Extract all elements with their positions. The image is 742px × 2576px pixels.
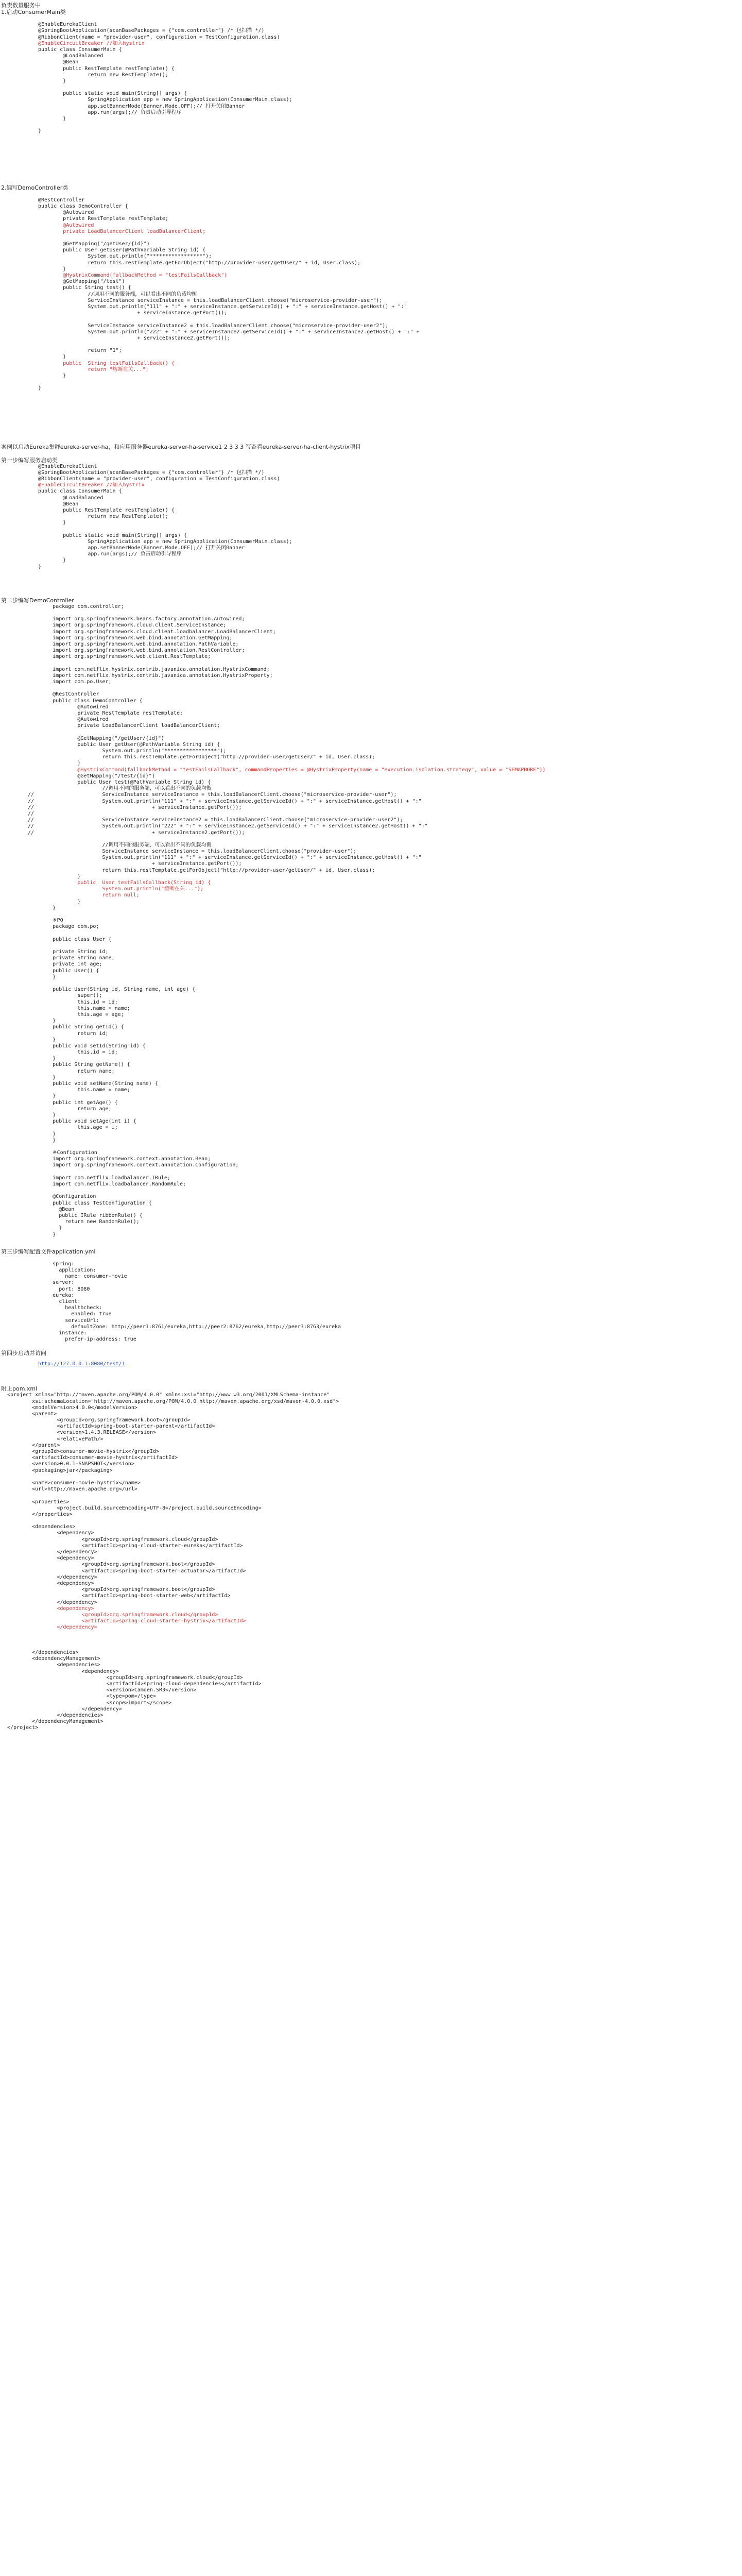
code-line: @Bean: [28, 1206, 75, 1212]
code-line: private String id;: [28, 949, 109, 955]
code-line: [28, 1255, 740, 1261]
code-line: return null;: [28, 892, 140, 899]
code-line: public static void main(String[] args) {: [38, 91, 187, 97]
code-line: </properties>: [7, 1511, 73, 1517]
code-line: <groupId>org.springframework.boot</groupId>: [7, 1587, 215, 1593]
code-line: [28, 911, 740, 918]
code-line: public String test() {: [38, 285, 131, 291]
code-line: <scope>import</scope>: [7, 1700, 172, 1706]
code-line: import org.springframework.web.client.RestTemplate;: [28, 654, 211, 660]
code-line: SpringApplication app = new SpringApplication(ConsumerMain.class);: [38, 538, 292, 545]
code-line: <artifactId>consumer-movie-hystrix</artifactId>: [7, 1455, 178, 1461]
code-line: public class User {: [28, 936, 112, 942]
code-line: public class DemoController {: [38, 203, 128, 209]
code-line: </dependency>: [7, 1706, 122, 1712]
code-line: <groupId>org.springframework.cloud</groupId>: [7, 1536, 218, 1543]
code-line: <dependency>: [7, 1530, 94, 1536]
code-line: <groupId>org.springframework.cloud</groupId>: [7, 1674, 243, 1681]
code-line: }: [28, 905, 56, 911]
code-line: public class ConsumerMain {: [38, 46, 122, 53]
code-line: }: [38, 78, 66, 84]
code-line: public User() {: [28, 968, 99, 974]
code-line: SpringApplication app = new SpringApplication(ConsumerMain.class);: [38, 97, 292, 103]
code-line: // System.out.println("222" + ":" + serviceInstance2.getServiceId() + ":" + serviceInstance2.getHost() + ":": [28, 823, 428, 829]
code-line: }: [38, 266, 66, 272]
code-line: [38, 84, 740, 91]
code-line: @Autowired: [28, 717, 109, 723]
code-line: application:: [28, 1267, 96, 1274]
code-line: [28, 610, 740, 616]
code-line: public class DemoController {: [28, 698, 143, 704]
code-block: [1, 464, 740, 570]
code-line: @RibbonClient(name = "provider-user", configuration = TestConfiguration.class): [38, 476, 280, 482]
code-line: @Bean: [38, 59, 79, 65]
code-line: [28, 943, 740, 949]
code-line: @HystrixCommand(fallbackMethod = "testFailsCallback", commandProperties = @HystrixProperty(name = "execution.isolation.strategy", value = "SEMAPHORE")): [28, 767, 546, 773]
code-line: app.run(args);// 负责启动引导程序: [38, 551, 182, 557]
code-line: //: [28, 810, 34, 817]
code-line: <packaging>jar</packaging>: [7, 1467, 113, 1473]
code-line: // ServiceInstance serviceInstance = this.loadBalancerClient.choose("microservice-provider-user");: [28, 792, 397, 798]
code-line: // System.out.println("111" + ":" + serviceInstance.getServiceId() + ":" + serviceInstance.getHost() + ":": [28, 798, 422, 804]
code-line: private LoadBalancerClient loadBalancerClient;: [38, 228, 206, 234]
code-line: <dependencyManagement>: [7, 1656, 100, 1662]
code-line: </dependency>: [7, 1624, 97, 1631]
code-line: System.out.println("111" + ":" + serviceInstance.getServiceId() + ":" + serviceInstance.getHost() + ":": [38, 303, 407, 310]
code-line: return new RestTemplate();: [38, 514, 168, 520]
test-url-link[interactable]: http://127.0.0.1:8080/test/1: [38, 1361, 125, 1367]
section-heading: 1.启动ConsumerMain类: [1, 9, 66, 15]
code-line: [38, 342, 740, 348]
code-line: public int getAge() {: [28, 1099, 118, 1106]
code-line: }: [28, 760, 81, 767]
code-line: @RestController: [38, 197, 85, 203]
code-line: + serviceInstance2.getPort());: [38, 335, 231, 341]
code-line: import org.springframework.web.bind.annotation.RestController;: [28, 648, 245, 654]
code-line: [28, 1144, 740, 1150]
code-line: </dependencyManagement>: [7, 1719, 103, 1725]
code-line: </dependency>: [7, 1599, 97, 1605]
code-line: [28, 685, 740, 691]
section-s4: [1, 597, 740, 1238]
section-heading: 附上pom.xml: [1, 1385, 38, 1393]
section-s3: [1, 444, 740, 570]
code-line: //调用不同的服务端，可以看出不同的负载均衡: [28, 842, 212, 848]
code-line: <url>http://maven.apache.org</url>: [7, 1486, 137, 1493]
code-line: }: [28, 1112, 56, 1118]
code-line: [7, 1493, 740, 1499]
code-line: <dependencies>: [7, 1662, 100, 1668]
code-line: [38, 379, 740, 385]
code-line: }: [38, 557, 66, 564]
code-line: }: [28, 873, 81, 879]
code-line: [28, 930, 740, 937]
code-line: <groupId>org.springframework.boot</groupId>: [7, 1562, 215, 1568]
code-line: [38, 191, 740, 197]
code-line: [28, 660, 740, 666]
code-line: public User getUser(@PathVariable String id) {: [38, 247, 206, 253]
code-line: client:: [28, 1299, 81, 1304]
code-line: }: [28, 974, 56, 980]
code-line: [38, 316, 740, 323]
code-line: ServiceInstance serviceInstance = this.loadBalancerClient.choose("microservice-provider-user");: [38, 297, 383, 303]
code-block: [1, 604, 740, 1238]
section-s7: [1, 1385, 740, 1731]
code-line: @EnableCircuitBreaker //加入hystrix: [38, 40, 145, 46]
code-line: //调用不同的服务端，可以看出不同的负载均衡: [28, 786, 212, 792]
code-line: public User getUser(@PathVariable String id) {: [28, 741, 220, 748]
code-line: @SpringBootApplication(scanBasePackages = {"com.controller"} /* 包扫描 */): [38, 469, 265, 476]
code-line: }: [38, 564, 42, 570]
section-heading: 第四步启动并访问: [1, 1350, 46, 1357]
code-line: }: [28, 1074, 56, 1080]
code-block: [1, 1255, 740, 1343]
section-heading: 第一步编写服务启动类: [1, 456, 58, 464]
section-heading: [1, 450, 740, 457]
code-line: @Autowired: [28, 704, 109, 710]
code-line: serviceUrl:: [28, 1317, 99, 1324]
code-line: System.out.println("*****************");: [38, 253, 212, 260]
code-line: public String getName() {: [28, 1062, 130, 1068]
section-heading: 负责数量服务中: [1, 2, 41, 9]
code-line: <artifactId>spring-boot-starter-web</artifactId>: [7, 1593, 231, 1599]
section-s5: [1, 1248, 740, 1343]
code-line: @GetMapping("/test"): [38, 279, 125, 285]
code-line: <name>consumer-movie-hystrix</name>: [7, 1480, 141, 1486]
code-line: import com.netflix.hystrix.contrib.javanica.annotation.HystrixProperty;: [28, 672, 273, 679]
code-line: this.age = i;: [28, 1125, 118, 1131]
code-line: instance:: [28, 1330, 87, 1336]
section-heading: 第二步编写DemoController: [1, 597, 74, 604]
code-line: }: [28, 1137, 56, 1143]
code-line: <artifactId>spring-cloud-dependencies</artifactId>: [7, 1681, 262, 1687]
code-line: [28, 980, 740, 987]
code-line: public IRule ribbonRule() {: [28, 1212, 143, 1218]
code-line: }: [38, 385, 42, 392]
code-line: return age;: [28, 1106, 112, 1112]
code-line: private String name;: [28, 955, 115, 961]
code-line: app.setBannerMode(Banner.Mode.OFF);// 打开关闭Banner: [38, 103, 245, 109]
code-line: </dependencies>: [7, 1712, 103, 1718]
code-line: @Autowired: [38, 210, 94, 216]
code-line: <dependencies>: [7, 1524, 76, 1530]
code-line: // + serviceInstance.getPort());: [28, 804, 242, 810]
code-line: return new RestTemplate();: [38, 72, 168, 78]
document: [1, 2, 740, 1731]
code-line: eureka:: [28, 1292, 75, 1298]
code-line: public class TestConfiguration {: [28, 1200, 152, 1206]
code-line: <groupId>consumer-movie-hystrix</groupId>: [7, 1449, 160, 1454]
code-line: import org.springframework.cloud.client.loadbalancer.LoadBalancerClient;: [28, 629, 276, 635]
code-line: app.run(args);// 负责启动引导程序: [38, 109, 182, 115]
code-line: [38, 15, 740, 22]
code-line: spring:: [28, 1261, 75, 1267]
code-line: @SpringBootApplication(scanBasePackages = {"com.controller"} /* 包扫描 */): [38, 28, 265, 34]
section-s6: [1, 1350, 740, 1368]
code-block: [1, 191, 740, 392]
code-line: </parent>: [7, 1442, 60, 1448]
code-line: [7, 1637, 740, 1643]
code-line: <version>1.4.3.RELEASE</version>: [7, 1430, 156, 1436]
code-line: return new RandomRule();: [28, 1219, 140, 1225]
code-line: </dependency>: [7, 1574, 97, 1580]
code-line: package com.po;: [28, 924, 99, 930]
code-line: @EnableEurekaClient: [38, 22, 97, 28]
code-line: [7, 1474, 740, 1480]
code-line: @LoadBalanced: [38, 53, 103, 59]
code-line: [28, 836, 740, 842]
code-line: <dependency>: [7, 1580, 94, 1586]
code-line: server:: [28, 1280, 75, 1286]
code-line: // ServiceInstance serviceInstance2 = this.loadBalancerClient.choose("microservice-provider-user2");: [28, 817, 403, 823]
code-line: private LoadBalancerClient loadBalancerClient;: [28, 723, 220, 729]
code-line: <modelVersion>4.0.0</modelVersion>: [7, 1404, 137, 1411]
code-line: @LoadBalanced: [38, 495, 103, 501]
code-line: [7, 1643, 740, 1650]
code-line: private RestTemplate restTemplate;: [38, 216, 168, 222]
code-line: System.out.println("*****************");: [28, 748, 227, 754]
code-line: + serviceInstance.getPort());: [28, 861, 242, 867]
code-line: @Bean: [38, 501, 79, 507]
code-line: }: [28, 1231, 56, 1238]
code-line: <dependency>: [7, 1605, 94, 1612]
code-line: public String getId() {: [28, 1024, 124, 1030]
code-line: //调用不同的服务端，可以看出不同的负载均衡: [38, 291, 197, 297]
code-line: @GetMapping("/getUser/{id}"): [28, 735, 164, 741]
code-line: private int age;: [28, 961, 102, 968]
code-line: </project>: [7, 1725, 39, 1731]
code-line: + serviceInstance.getPort());: [38, 310, 228, 316]
code-line: </dependencies>: [7, 1650, 79, 1655]
code-line: @HystrixCommand(fallbackMethod = "testFailsCallback"): [38, 273, 228, 278]
code-line: }: [38, 354, 66, 360]
code-line: public RestTemplate restTemplate() {: [38, 507, 175, 513]
code-line: import org.springframework.beans.factory.annotation.Autowired;: [28, 616, 245, 622]
code-line: }: [28, 1093, 56, 1099]
code-line: prefer-ip-address: true: [28, 1336, 136, 1343]
code-line: @Autowired: [38, 222, 94, 228]
code-line: this.id = id;: [28, 1049, 118, 1056]
code-line: return this.restTemplate.getForObject("http://provider-user/getUser/" + id, User.class);: [28, 867, 375, 873]
code-line: System.out.println("222" + ":" + serviceInstance2.getServiceId() + ":" + serviceInstance2.getHost() + ":" +: [38, 329, 420, 335]
code-line: this.name = name;: [28, 1005, 130, 1011]
code-line: [38, 235, 740, 241]
code-line: healthcheck:: [28, 1305, 102, 1311]
code-line: }: [38, 116, 66, 122]
code-line: @EnableEurekaClient: [38, 463, 97, 469]
code-line: [38, 122, 740, 128]
code-line: return this.restTemplate.getForObject("http://provider-user/getUser/" + id, User.class);: [28, 754, 375, 760]
code-line: package com.controller;: [28, 603, 124, 609]
code-line: }: [28, 1037, 56, 1043]
code-line: [28, 730, 740, 736]
code-line: }: [28, 1131, 56, 1137]
code-line: <version>0.0.1-SNAPSHOT</version>: [7, 1461, 134, 1467]
code-line: ※Configuration: [28, 1150, 97, 1156]
code-line: public void setName(String name) {: [28, 1081, 158, 1087]
code-line: }: [38, 373, 66, 379]
code-line: app.setBannerMode(Banner.Mode.OFF);// 打开关闭Banner: [38, 545, 245, 551]
code-line: @RestController: [28, 691, 99, 698]
code-line: public User test(@PathVariable String id) {: [28, 779, 211, 785]
code-block: [1, 15, 740, 135]
code-line: @GetMapping("/getUser/{id}"): [38, 241, 150, 247]
code-line: [38, 526, 740, 532]
code-line: <groupId>org.springframework.cloud</groupId>: [7, 1612, 218, 1618]
code-line: return this.restTemplate.getForObject("http://provider-user/getUser/" + id, User.class);: [38, 260, 361, 266]
code-line: <dependency>: [7, 1668, 119, 1674]
code-line: public void setId(String id) {: [28, 1043, 146, 1049]
code-line: import org.springframework.context.annotation.Bean;: [28, 1156, 211, 1162]
code-line: defaultZone: http://peer1:8761/eureka,http://peer2:8762/eureka,http://peer3:8763/eureka: [28, 1324, 341, 1330]
code-line: }: [28, 1225, 62, 1231]
code-line: port: 8080: [28, 1286, 90, 1292]
code-line: @GetMapping("/test/{id}"): [28, 773, 155, 779]
code-line: public void setAge(int i) {: [28, 1118, 136, 1125]
code-line: <project xmlns="http://maven.apache.org/POM/4.0.0" xmlns:xsi="http://www.w3.org/2001/XMLSchema-instance": [7, 1392, 330, 1398]
code-line: return "熔断在关...";: [38, 366, 149, 372]
code-line: }: [28, 1018, 56, 1024]
code-line: import org.springframework.web.bind.annotation.GetMapping;: [28, 635, 233, 641]
code-line: }: [38, 128, 42, 134]
code-line: <project.build.sourceEncoding>UTF-8</project.build.sourceEncoding>: [7, 1505, 262, 1511]
section-heading: 第三步编写配置文件application.yml: [1, 1248, 96, 1255]
code-line: import com.netflix.loadbalancer.IRule;: [28, 1175, 170, 1181]
section-heading: 2.编写DemoController类: [1, 184, 68, 191]
code-line: public User testFailsCallback(String id) {: [28, 880, 211, 886]
code-line: import org.springframework.cloud.client.ServiceInstance;: [28, 622, 227, 629]
code-line: super();: [28, 993, 102, 999]
code-line: <dependency>: [7, 1555, 94, 1562]
code-line: }: [28, 899, 81, 905]
code-line: xsi:schemaLocation="http://maven.apache.org/POM/4.0.0 http://maven.apache.org/xsd/maven-4.0.0.xsd">: [7, 1398, 339, 1404]
code-line: </dependency>: [7, 1549, 97, 1555]
code-line: import com.netflix.hystrix.contrib.javanica.annotation.HystrixCommand;: [28, 666, 270, 672]
code-line: @EnableCircuitBreaker //加入hystrix: [38, 482, 145, 488]
code-line: <artifactId>spring-cloud-starter-hystrix</artifactId>: [7, 1618, 246, 1624]
code-line: private RestTemplate restTemplate;: [28, 710, 183, 716]
code-line: <parent>: [7, 1411, 57, 1417]
code-line: <properties>: [7, 1499, 70, 1505]
code-line: import com.po.User;: [28, 679, 112, 685]
section-heading: 案例以启动Eureka集群eureka-server-ha，和应用服务器eureka-server-ha-service1 2 3 3 3 写查看eureka-server-ha-client-hystrix项目: [1, 443, 361, 450]
code-line: return id;: [28, 1030, 109, 1037]
code-line: public User(String id, String name, int age) {: [28, 987, 196, 993]
code-line: <type>pom</type>: [7, 1693, 156, 1700]
section-s2: [1, 184, 740, 392]
code-line: <version>Camden.SR3</version>: [7, 1687, 197, 1693]
code-line: }: [38, 520, 66, 526]
code-line: return "1";: [38, 348, 122, 354]
code-line: public RestTemplate restTemplate() {: [38, 65, 175, 72]
code-line: ServiceInstance serviceInstance = this.loadBalancerClient.choose("provider-user");: [28, 849, 357, 855]
code-line: @Configuration: [28, 1194, 96, 1200]
code-line: enabled: true: [28, 1311, 112, 1317]
code-line: this.id = id;: [28, 999, 118, 1005]
code-line: <artifactId>spring-boot-starter-actuator</artifactId>: [7, 1568, 246, 1574]
code-line: this.name = name;: [28, 1087, 130, 1093]
code-block: [1, 1392, 740, 1731]
code-line: System.out.println("111" + ":" + serviceInstance.getServiceId() + ":" + serviceInstance.getHost() + ":": [28, 855, 422, 861]
code-line: ※PO: [28, 918, 63, 924]
code-line: import com.netflix.loadbalancer.RandomRule;: [28, 1181, 186, 1187]
code-line: import org.springframework.web.bind.annotation.PathVariable;: [28, 641, 239, 647]
code-line: <relativePath/>: [7, 1436, 103, 1442]
code-line: [7, 1518, 740, 1524]
code-line: [28, 1169, 740, 1175]
code-line: // + serviceInstance2.getPort());: [28, 829, 245, 836]
code-line: [28, 1188, 740, 1194]
code-line: <groupId>org.springframework.boot</groupId>: [7, 1417, 191, 1423]
code-line: <artifactId>spring-boot-starter-parent</artifactId>: [7, 1423, 215, 1430]
code-line: ServiceInstance serviceInstance2 = this.loadBalancerClient.choose("microservice-provider-user2");: [38, 323, 389, 329]
section-s1: [1, 2, 740, 135]
code-line: <artifactId>spring-cloud-starter-eureka</artifactId>: [7, 1543, 243, 1549]
code-line: public class ConsumerMain {: [38, 488, 122, 495]
code-line: [7, 1631, 740, 1637]
code-line: public String testFailsCallback() {: [38, 360, 175, 366]
code-line: import org.springframework.context.annotation.Configuration;: [28, 1162, 239, 1168]
code-line: System.out.println("熔断在关...");: [28, 886, 204, 892]
code-line: public static void main(String[] args) {: [38, 532, 187, 538]
code-line: @RibbonClient(name = "provider-user", configuration = TestConfiguration.class): [38, 34, 280, 40]
code-line: this.age = age;: [28, 1011, 124, 1018]
code-line: }: [28, 1056, 56, 1062]
code-line: return name;: [28, 1068, 115, 1074]
code-line: name: consumer-movie: [28, 1274, 127, 1280]
